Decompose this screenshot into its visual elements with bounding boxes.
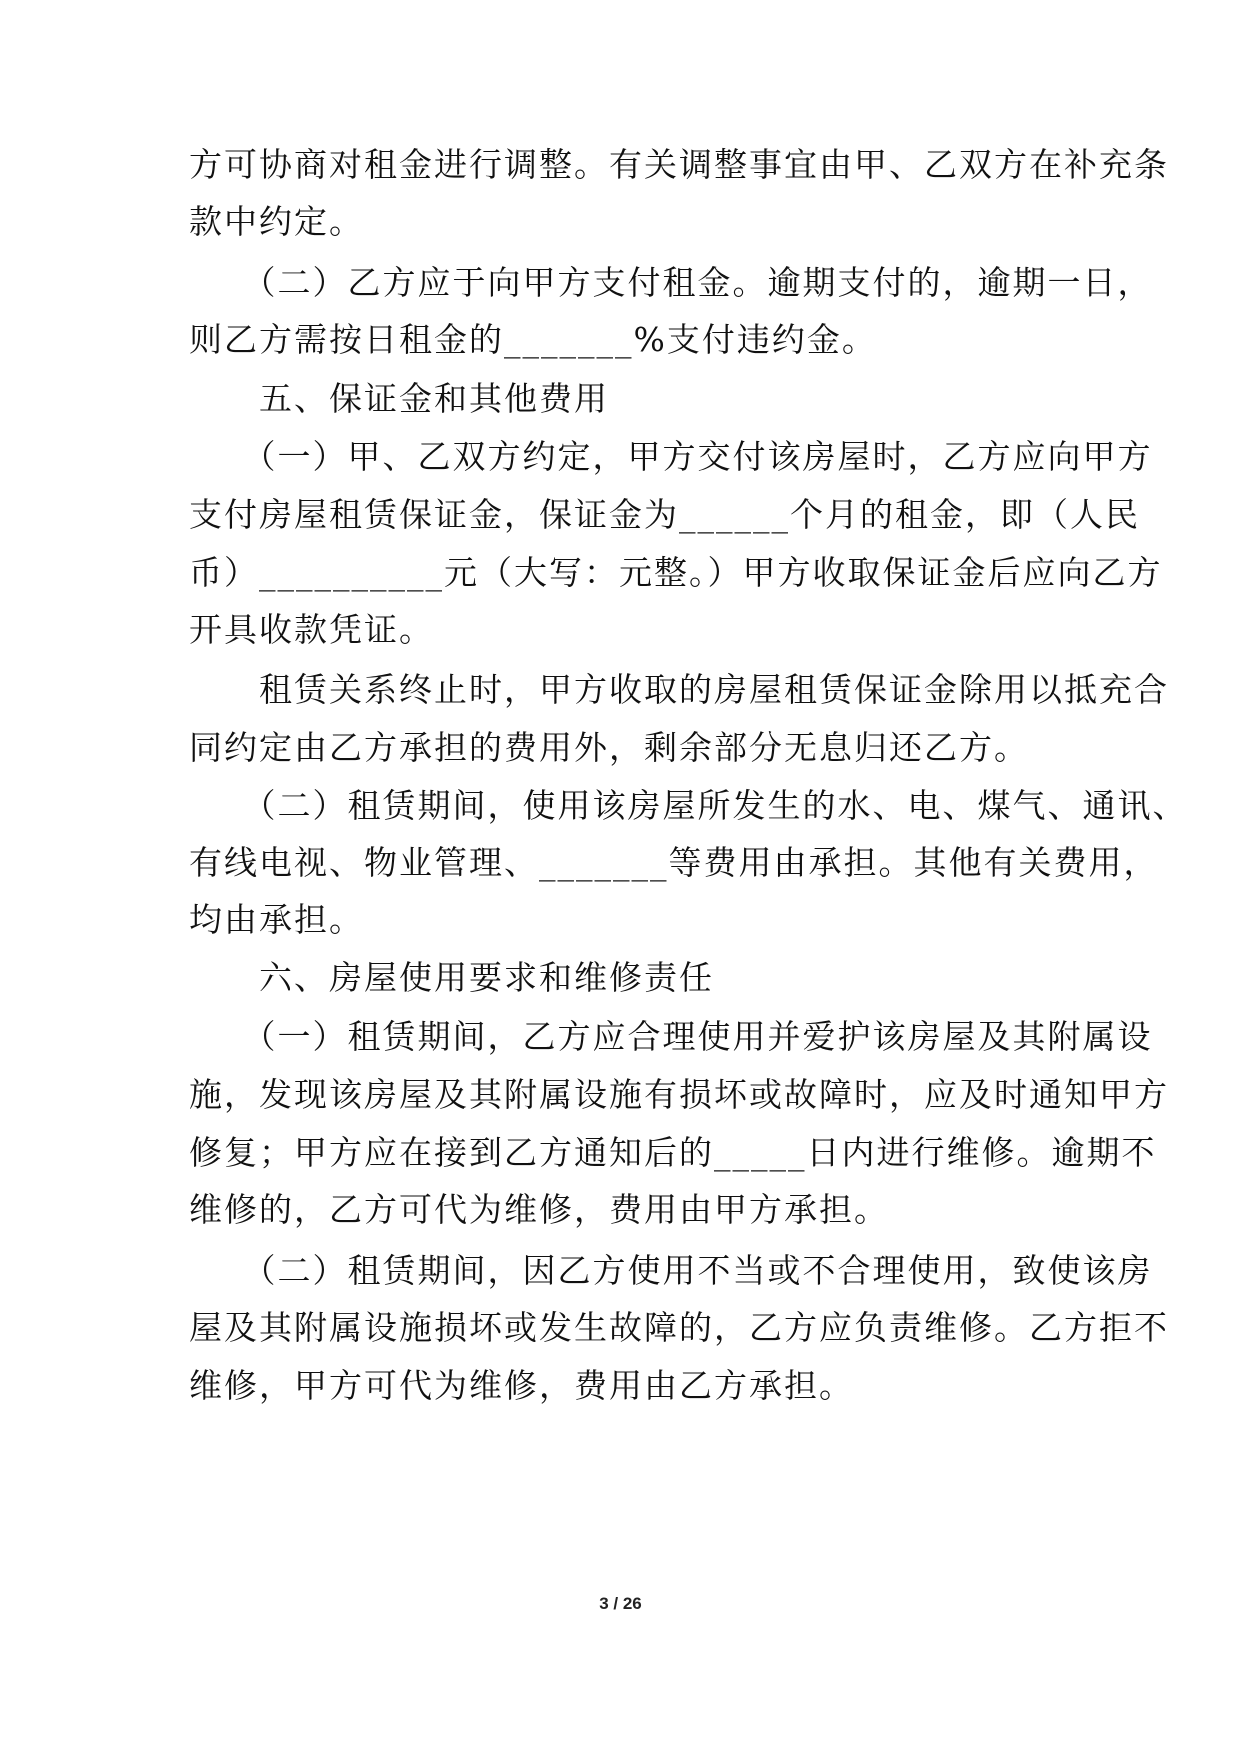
text-line: 修复；甲方应在接到乙方通知后的_____日内进行维修。逾期不 xyxy=(189,1133,1157,1172)
text-line: 施，发现该房屋及其附属设施有损坏或故障时，应及时通知甲方 xyxy=(189,1075,1169,1114)
text-line: 开具收款凭证。 xyxy=(189,610,434,649)
text-line: 维修的，乙方可代为维修，费用由甲方承担。 xyxy=(189,1190,889,1229)
section-heading: 五、保证金和其他费用 xyxy=(189,379,609,418)
text-line: （二）租赁期间，使用该房屋所发生的水、电、煤气、通讯、 xyxy=(189,786,1188,825)
text-line: 屋及其附属设施损坏或发生故障的，乙方应负责维修。乙方拒不 xyxy=(189,1308,1169,1347)
text-line: 租赁关系终止时，甲方收取的房屋租赁保证金除用以抵充合 xyxy=(189,670,1169,709)
text-line: 则乙方需按日租金的_______%支付违约金。 xyxy=(189,320,877,359)
text-line: （一）甲、乙双方约定，甲方交付该房屋时，乙方应向甲方 xyxy=(189,437,1153,476)
text-line: （一）租赁期间，乙方应合理使用并爱护该房屋及其附属设 xyxy=(189,1017,1153,1056)
text-line: 币）__________元（大写：元整。）甲方收取保证金后应向乙方 xyxy=(189,553,1163,592)
text-line: 方可协商对租金进行调整。有关调整事宜由甲、乙双方在补充条 xyxy=(189,145,1169,184)
text-line: （二）乙方应于向甲方支付租金。逾期支付的，逾期一日， xyxy=(189,263,1153,302)
text-line: 同约定由乙方承担的费用外，剩余部分无息归还乙方。 xyxy=(189,728,1029,767)
text-line: 款中约定。 xyxy=(189,202,364,241)
section-heading: 六、房屋使用要求和维修责任 xyxy=(189,958,714,997)
page-number: 3 / 26 xyxy=(599,1594,642,1613)
text-line: （二）租赁期间，因乙方使用不当或不合理使用，致使该房 xyxy=(189,1251,1153,1290)
text-line: 维修，甲方可代为维修，费用由乙方承担。 xyxy=(189,1366,854,1405)
text-line: 有线电视、物业管理、_______等费用由承担。其他有关费用， xyxy=(189,843,1159,882)
text-line: 均由承担。 xyxy=(189,900,364,939)
text-line: 支付房屋租赁保证金，保证金为______个月的租金，即（人民 xyxy=(189,495,1140,534)
